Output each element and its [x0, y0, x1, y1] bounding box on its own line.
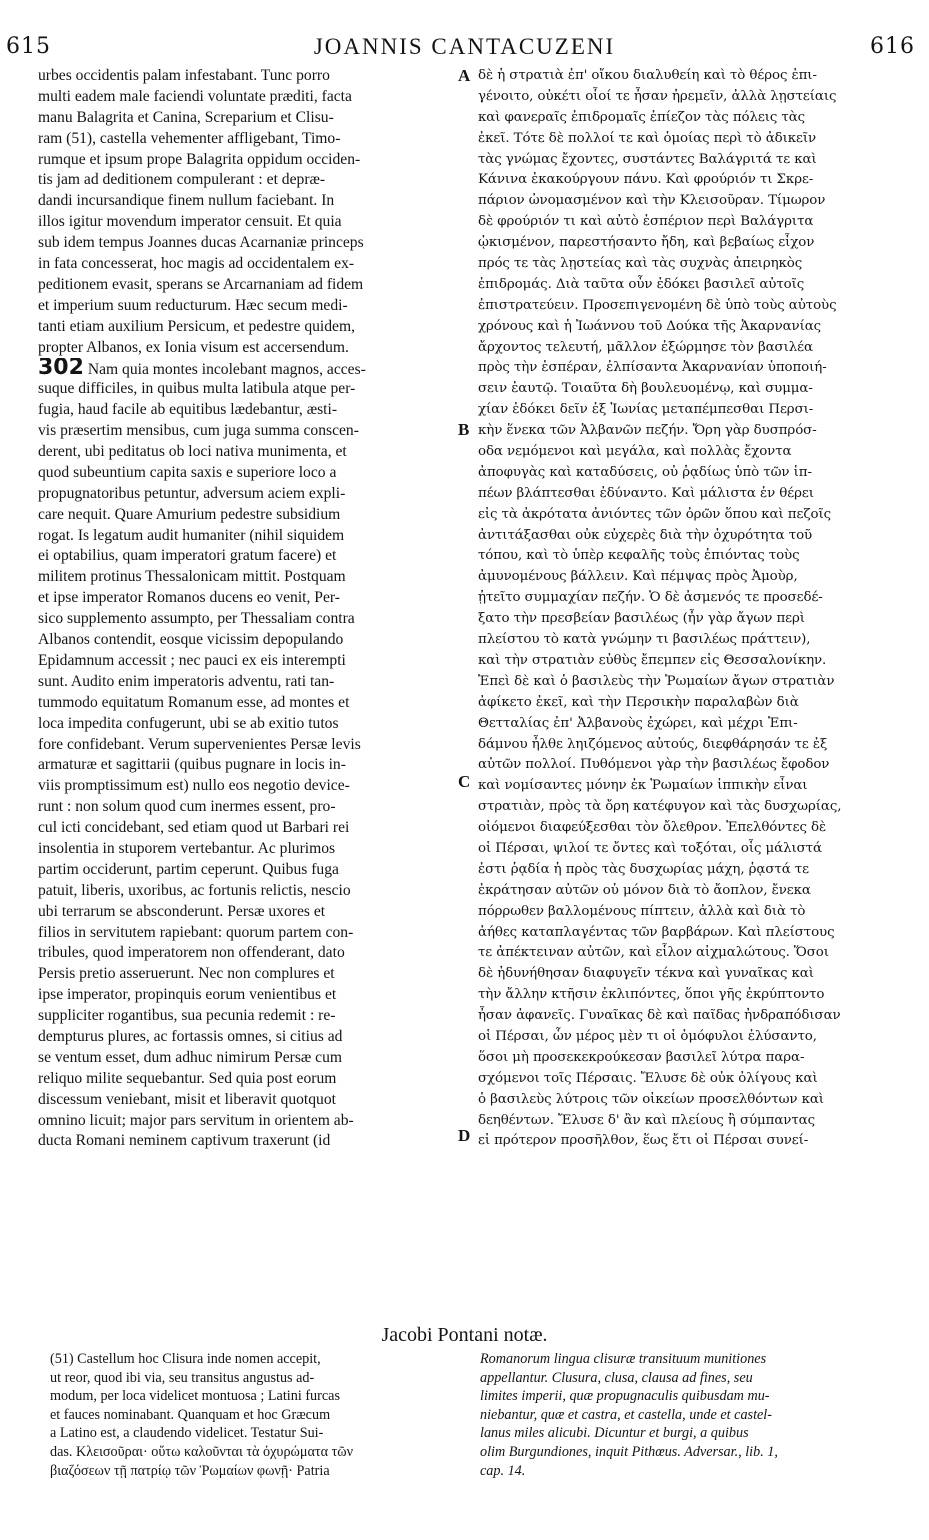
text-line: στρατιὰν, πρὸς τὰ ὄρη κατέφυγον καὶ τὰς δυσχωρίας, — [478, 799, 842, 815]
text-line: derent, ubi peditatus ob loci nativa munimenta, et — [38, 443, 347, 461]
text-line: δὲ φρούριόν τι καὶ αὐτὸ ἑσπέριον περὶ Βαλάγριτα — [478, 214, 814, 230]
text-line: et ipse imperator Romanos ducens eo venit, Per- — [38, 589, 340, 607]
text-line: εἰς τὰ ἀκρότατα ἀνιόντες τῶν ὀρῶν ὅπου καὶ πεζοῖς — [478, 506, 832, 522]
text-line: καὶ τὴν στρατιὰν εὐθὺς ἔπεμπεν εἰς Θεσσαλονίκην. — [478, 652, 827, 668]
text-line: limites imperii, quæ propugnaculis quibusdam mu- — [480, 1388, 770, 1405]
text-line: πλείστου τὸ κατὰ γνώμην τι βασιλέως πράττειν), — [478, 632, 811, 648]
text-line: multi eadem male faciendi voluntate præditi, facta — [38, 87, 352, 105]
text-line: cul icti concidebant, sed etiam quod ut Barbari rei — [38, 819, 350, 837]
text-line: δὲ ἡ στρατιὰ ἐπ' οἴκου διαλυθείη καὶ τὸ θέρος ἐπι- — [478, 68, 817, 83]
text-line: καὶ φανεραῖς ἐπιδρομαῖς ἐπίεζον τὰς πόλεις τὰς — [478, 109, 806, 125]
text-line: se ventum esset, dum adhuc nimirum Persæ cum — [38, 1048, 343, 1066]
text-line: πόρρωθεν βαλλομένους πίπτειν, ἀλλὰ καὶ διὰ τὸ — [478, 903, 806, 919]
greek-column — [478, 66, 918, 1152]
text-line: ἀντιτάξασθαι οὐκ εὐχερὲς διὰ τὴν ὀχυρότητα τοῦ — [478, 527, 813, 543]
text-line: in fata concesserat, hoc magis ad occidentalem ex- — [38, 255, 355, 273]
text-line: tribules, quod imperatorem non offenderant, dato — [38, 944, 345, 962]
text-line: et imperium suum reducturum. Hæc secum medi- — [38, 296, 348, 314]
text-line: χίαν ἐδόκει δεῖν ἐξ Ἰωνίας μεταπέμπεσθαι Περσι- — [478, 402, 814, 418]
text-line: ἐκεῖ. Τότε δὲ πολλοί τε καὶ ὁμοίας περὶ τὸ ἀδικεῖν — [478, 130, 817, 146]
text-line: rogat. Is legatum audit humaniter (nihil siquidem — [38, 526, 345, 544]
text-line: χρόνους καὶ ἡ Ἰωάννου τοῦ Δούκα τῆς Ἀκαρνανίας — [478, 318, 822, 334]
text-line: ἀμυνομένους βάλλειν. Καὶ πέμψας πρὸς Ἀμοὺρ, — [478, 569, 798, 585]
text-line: quod subeuntium capita saxis e superiore loco a — [38, 463, 337, 481]
text-line: loca impedita confugerunt, ubi se ab exitio tutos — [38, 714, 339, 732]
section-marker-b: B — [458, 420, 470, 439]
text-line: οδα νεμόμενοι καὶ μεγάλα, καὶ πολλὰς ἔχοντα — [478, 444, 792, 460]
text-line: οἱ Πέρσαι, ὧν μέρος μὲν τι οἱ ὁμόφυλοι ἐλύσαντο, — [478, 1028, 817, 1044]
text-line: πρὸς τὴν ἑσπέραν, ἐλπίσαντα Ἀκαρνανίαν ὑποποιή- — [478, 360, 827, 376]
text-line: fugia, haud facile ab equitibus lædebantur, æsti- — [38, 401, 338, 419]
text-line: ipse imperator, propinquis eorum venientibus et — [38, 986, 337, 1004]
line-text: Nam quia montes incolebant magnos, acces- — [87, 361, 366, 379]
latin-column — [38, 66, 458, 1152]
text-line: armaturæ et sagittarii (quibus pugnare in locis in- — [38, 756, 346, 774]
text-line: Romanorum lingua clisuræ transituum munitiones — [480, 1351, 767, 1367]
text-line: tanti etiam auxilium Persicum, et pedestre quidem, — [38, 317, 355, 335]
text-line: ἐστι ῥᾳδία ἡ πρὸς τὰς δυσχωρίας μάχη, ῥᾳστά τε — [478, 861, 809, 877]
text-line: βιαζόσεων τῇ πατρίῳ τῶν Ῥωμαίων φωνῇ· Patria — [50, 1462, 330, 1479]
text-line: ut reor, quod ibi via, seu transitus angustus ad- — [50, 1369, 315, 1386]
text-line: cap. 14. — [480, 1462, 526, 1479]
text-line: propugnatoribus petuntur, adversum aciem expli- — [38, 484, 346, 502]
text-line: sico supplemento assumpto, per Thessaliam contra — [38, 610, 355, 628]
text-line: πάριον ὠνομασμένον καὶ τὴν Κλεισοῦραν. Τίμωρον — [478, 193, 826, 209]
section-marker-a: A — [458, 66, 471, 85]
notes-title: Jacobi Pontani notæ. — [381, 1324, 548, 1346]
text-line: ἄρχοντος τελευτή, μᾶλλον ἐξώρμησε τὸν βασιλέα — [478, 339, 813, 355]
text-line: urbes occidentis palam infestabant. Tunc porro — [38, 67, 330, 84]
text-line: Persis pretio asseruerunt. Nec non complures et — [38, 965, 335, 983]
text-line: Κάνινα ἐκακούργουν πάνυ. Καὶ φρούριόν τι Σκρε- — [478, 172, 814, 188]
text-line: εἰ πρότερον προσῆλθον, ἕως ἔτι οἱ Πέρσαι συνεί- — [478, 1133, 809, 1149]
text-line: ὁ βασιλεὺς λύτροις τῶν οἰκείων προσελθόντων καὶ — [478, 1091, 824, 1107]
text-line: Ἐπεὶ δὲ καὶ ὁ βασιλεὺς τὴν Ῥωμαίων ἄγων στρατιὰν — [478, 673, 835, 689]
text-line: Θετταλίας ἐπ' Ἀλβανοὺς ἐχώρει, καὶ μέχρι Ἐπι- — [478, 715, 798, 731]
text-line: ἀήθες καταπλαγέντας τῶν βαρβάρων. Καὶ πλείστους — [478, 924, 835, 940]
text-line: filios in servitutem rapiebant: quorum partem con- — [38, 923, 354, 941]
text-line: omnino licuit; major pars servitum in orientem ab- — [38, 1111, 354, 1129]
text-line: ubi terrarum se absconderunt. Persæ uxores et — [38, 902, 326, 920]
text-line: lanus miles alicubi. Dicuntur et burgi, a quibus — [480, 1425, 749, 1442]
text-line: καὶ νομίσαντες μόνην ἐκ Ῥωμαίων ἱππικὴν εἶναι — [478, 778, 808, 794]
text-line: ἐπιστρατεύειν. Προσεπιγενομένη δὲ ὑπὸ τοὺς αὐτοὺς — [478, 297, 837, 313]
text-line: et fauces nominabant. Quanquam et hoc Græcum — [50, 1406, 331, 1423]
text-line: ἀποφυγὰς καὶ καταδύσεις, οὐ ῥᾳδίως ὑπὸ τῶν ἱπ- — [478, 464, 812, 480]
text-line: runt : non solum quod cum inermes essent, pro- — [38, 798, 336, 816]
text-line: viis promptissimum est) nullo eos negotio device- — [38, 777, 350, 795]
text-line: propter Albanos, ex Ionia visum est accersendum. — [38, 338, 349, 356]
text-line: ἀφίκετο ἐκεῖ, καὶ τὴν Περσικὴν παραλαβὼν διὰ — [478, 694, 799, 710]
text-line: δεηθέντων. Ἔλυσε δ' ἂν καὶ πλείους ἢ σύμπαντας — [478, 1112, 815, 1128]
text-line: dandi incursandique finem nullum faciebant. In — [38, 192, 335, 210]
note-right-column — [480, 1350, 918, 1480]
text-line: appellantur. Clusura, clusa, clausa ad fines, seu — [480, 1369, 753, 1386]
text-line: discessum veniebant, misit et liberavit quotquot — [38, 1090, 336, 1108]
text-line: γένοιτο, οὐκέτι οἷοί τε ἦσαν ἠρεμεῖν, ἀλλὰ λῃστείαις — [478, 88, 837, 104]
text-line: olim Burgundiones, inquit Pithœus. Adversar., lib. 1, — [480, 1443, 778, 1460]
text-line: sub idem tempus Joannes ducas Acarnaniæ princeps — [38, 234, 364, 252]
text-line: Epidamnum accessit ; nec pauci ex eis interempti — [38, 651, 346, 669]
text-line: militem protinus Thessalonicam mittit. Postquam — [38, 568, 346, 586]
text-line: τε ἀπέκτειναν αὐτῶν, καὶ εἷλον αἰχμαλώτους. Ὅσοι — [478, 945, 829, 961]
text-line: ducta Romani neminem captivum traxerunt (id — [38, 1132, 331, 1150]
page-number-right: 616 — [870, 34, 915, 59]
text-line: τὴν ἄλλην κτῆσιν ἐκλιπόντες, ὅποι γῆς ἐκρύπτοντο — [478, 987, 825, 1003]
text-line — [38, 358, 458, 379]
text-line: οἱ Πέρσαι, ψιλοί τε ὄντες καὶ τοξόται, οἷς μάλιστά — [478, 840, 822, 856]
text-line: κὴν ἕνεκα τῶν Ἀλβανῶν πεζήν. Ὄρη γὰρ δυσπρόσ- — [478, 423, 817, 439]
page-number-left: 615 — [6, 34, 51, 59]
text-line: (51) Castellum hoc Clisura inde nomen accepit, — [50, 1351, 321, 1367]
text-line: das. Κλεισοῦραι· οὕτω καλοῦνται τὰ ὀχυρώματα τῶν — [50, 1443, 354, 1460]
text-line: dempturus plures, ac fortassis omnes, si citius ad — [38, 1027, 343, 1045]
text-line: πρός τε τὰς λῃστείας καὶ τὰς συχνὰς ἀπειρηκὸς — [478, 256, 803, 272]
text-line: ξατο τὴν πρεσβείαν βασιλέως (ἦν γὰρ ἄγων περὶ — [478, 611, 805, 627]
text-line: niebantur, quæ et castra, et castella, unde et castel- — [480, 1406, 772, 1423]
text-line: σειν ἑαυτῷ. Τοιαῦτα δὴ βουλευομένῳ, καὶ συμμα- — [478, 381, 813, 397]
text-line: partim occiderunt, partim ceperunt. Quibus fuga — [38, 860, 339, 878]
text-line: fore confidebant. Verum supervenientes Persæ levis — [38, 735, 361, 753]
section-marker-c: C — [458, 772, 471, 791]
text-line: δάμνου ἦλθε ληιζόμενος αὐτούς, διεφθάρησάν τε ἐξ — [478, 736, 828, 752]
text-line: insolentia in stuporem vertebantur. Ac plurimos — [38, 839, 336, 857]
text-line: suque difficiles, in quibus multa latibula atque per- — [38, 380, 356, 398]
text-line: ἐκράτησαν αὐτῶν οὐ μόνον διὰ τὸ ἄοπλον, ἔνεκα — [478, 882, 811, 898]
text-line: ei optabilius, quam imperatori gratum facere) et — [38, 547, 337, 565]
text-line: Albanos contendit, eosque vicissim depopulando — [38, 631, 344, 649]
text-line: ἦσαν ἀφανεῖς. Γυναῖκας δὲ καὶ παῖδας ἠνδραπόδισαν — [478, 1008, 841, 1024]
text-line: rumque et ipsum prope Balagrita oppidum occiden- — [38, 150, 361, 168]
text-line: σχόμενοι τοῖς Πέρσαις. Ἔλυσε δὲ οὐκ ὀλίγους καὶ — [478, 1070, 818, 1086]
text-line: tummodo equitatum Romanum esse, ad montes et — [38, 693, 350, 711]
note-left-column — [50, 1350, 462, 1480]
margin-number: 302 — [38, 358, 84, 380]
text-line: reliquo milite sequebantur. Sed quia post eorum — [38, 1069, 337, 1087]
text-line: πέων βλάπτεσθαι ἐδύναντο. Καὶ μάλιστα ἐν θέρει — [478, 485, 814, 501]
text-line: modum, per loca videlicet montuosa ; Latini furcas — [50, 1388, 340, 1405]
text-line: patuit, liberis, uxoribus, ac fortunis relictis, nescio — [38, 881, 351, 899]
text-line: δὲ ἠδυνήθησαν διαφυγεῖν τέκνα καὶ γυναῖκας καὶ — [478, 966, 814, 982]
text-line: sunt. Audito enim imperatoris adventu, rati tan- — [38, 672, 335, 690]
text-line: tis jam ad deditionem compulerant : et depræ- — [38, 171, 326, 189]
text-line: οἰόμενοι διαφεύξεσθαι τὸν ὄλεθρον. Ἐπελθόντες δὲ — [478, 820, 827, 836]
text-line: illos igitur movendum imperator censuit. Et quia — [38, 213, 342, 231]
running-header — [0, 34, 929, 64]
text-line: αὐτῶν πολλοί. Πυθόμενοι γὰρ τὴν βασιλέως ἔφοδον — [478, 757, 830, 773]
text-line: suppliciter rogantibus, sua pecunia redemit : re- — [38, 1007, 336, 1025]
text-line: a Latino est, a claudendo videlicet. Testatur Sui- — [50, 1425, 324, 1442]
text-line: peditionem evasit, sperans se Arcarnaniam ad fidem — [38, 275, 364, 293]
text-line: τόπου, καὶ τὸ ὑπὲρ κεφαλῆς τοὺς ἐπιόντας τοὺς — [478, 548, 800, 564]
text-line: τὰς γνώμας ἔχοντες, συστάντες Βαλάγριτά τε καὶ — [478, 151, 817, 167]
text-line: ram (51), castella vehementer affligebant, Timo- — [38, 129, 341, 147]
text-line: ᾐτεῖτο συμμαχίαν πεζήν. Ὁ δὲ ἀσμενός τε προσεδέ- — [478, 590, 823, 606]
text-line: vis præsertim mensibus, cum juga summa conscen- — [38, 422, 359, 440]
text-line: care nequit. Quare Amurium pedestre subsidium — [38, 505, 341, 523]
text-line: ᾠκισμένον, παρεστήσαντο ἤδη, καὶ βεβαίως εἶχον — [478, 235, 815, 251]
text-line: manu Balagrita et Canina, Screparium et Clisu- — [38, 108, 334, 126]
running-title: JOANNIS CANTACUZENI — [313, 34, 616, 59]
text-line: ἐπιδρομάς. Διὰ ταῦτα οὖν ἐδόκει βασιλεῖ αὐτοῖς — [478, 276, 805, 292]
text-line: ὅσοι μὴ προσεκεκρούκεσαν βασιλεῖ λύτρα παρα- — [478, 1049, 805, 1065]
section-marker-d: D — [458, 1126, 471, 1145]
